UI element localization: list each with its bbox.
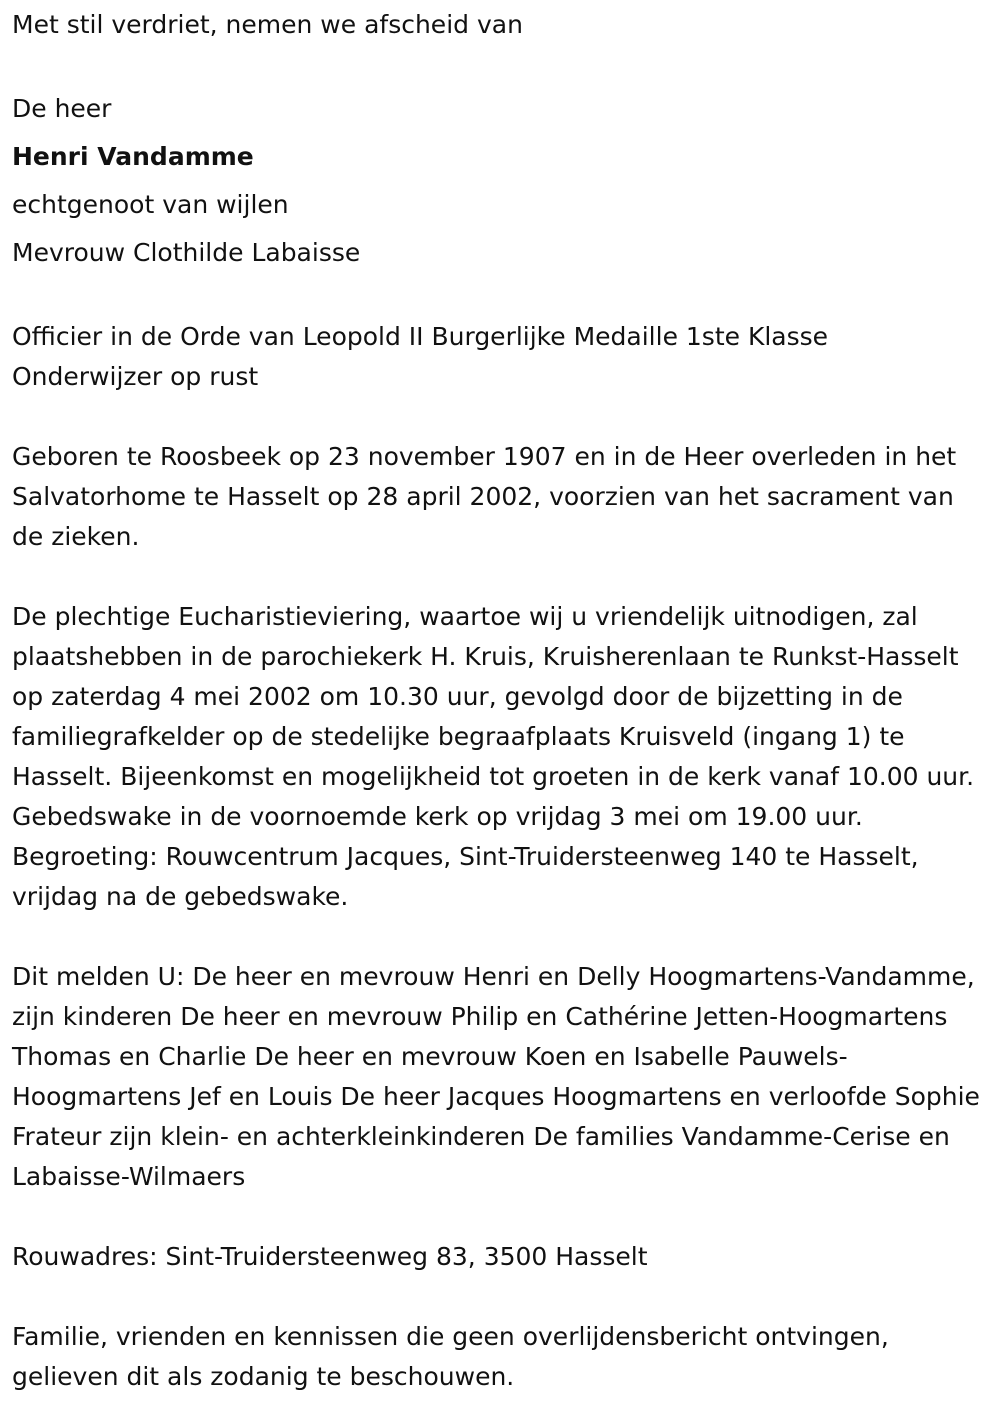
title-line: Officier in de Orde van Leopold II Burgerlijke Medaille 1ste Klasse (12, 322, 829, 351)
announcers-paragraph: Dit melden U: De heer en mevrouw Henri en Delly Hoogmartens-Vandamme, zijn kinderen De heer en mevrouw Philip en Cathérine Jetten-Hoogmartens Thomas en Charlie De heer en mevrouw Koen en Isabelle Pauwels-Hoogmartens Jef en Louis De heer Jacques Hoogmartens en verloofde Sophie Frateur zijn klein- en achterkleinkinderen De families Vandamme-Cerise en Labaisse-Wilmaers (12, 962, 980, 1191)
mourning-address: Rouwadres: Sint-Truidersteenweg 83, 3500 Hasselt (12, 1242, 648, 1271)
birth-death-paragraph: Geboren te Roosbeek op 23 november 1907 en in de Heer overleden in het Salvatorhome te Hasselt op 28 april 2002, voorzien van het sacrament van de zieken. (12, 442, 957, 551)
closing-paragraph: Familie, vrienden en kennissen die geen overlijdensbericht ontvingen, gelieven dit als zodanig te beschouwen. (12, 1322, 889, 1391)
title-line: Onderwijzer op rust (12, 362, 259, 391)
spouse-name: Mevrouw Clothilde Labaisse (12, 238, 361, 267)
spouse-relation: echtgenoot van wijlen (12, 190, 289, 219)
deceased-name: Henri Vandamme (12, 142, 254, 171)
ceremony-paragraph: De plechtige Eucharistieviering, waartoe wij u vriendelijk uitnodigen, zal plaatshebben in de parochiekerk H. Kruis, Kruisherenlaan te Runkst-Hasselt op zaterdag 4 mei 2002 om 10.30 uur, gevolgd door de bijzetting in de familiegrafkelder op de stedelijke begraafplaats Kruisveld (ingang 1) te Hasselt. Bijeenkomst en mogelijkheid tot groeten in de kerk vanaf 10.00 uur. Gebedswake in de voornoemde kerk op vrijdag 3 mei om 19.00 uur. Begroeting: Rouwcentrum Jacques, Sint-Truidersteenweg 140 te Hasselt, vrijdag na de gebedswake. (12, 602, 975, 911)
title-prefix: De heer (12, 94, 112, 123)
titles-block (12, 317, 988, 397)
intro-line: Met stil verdriet, nemen we afscheid van (12, 10, 523, 39)
